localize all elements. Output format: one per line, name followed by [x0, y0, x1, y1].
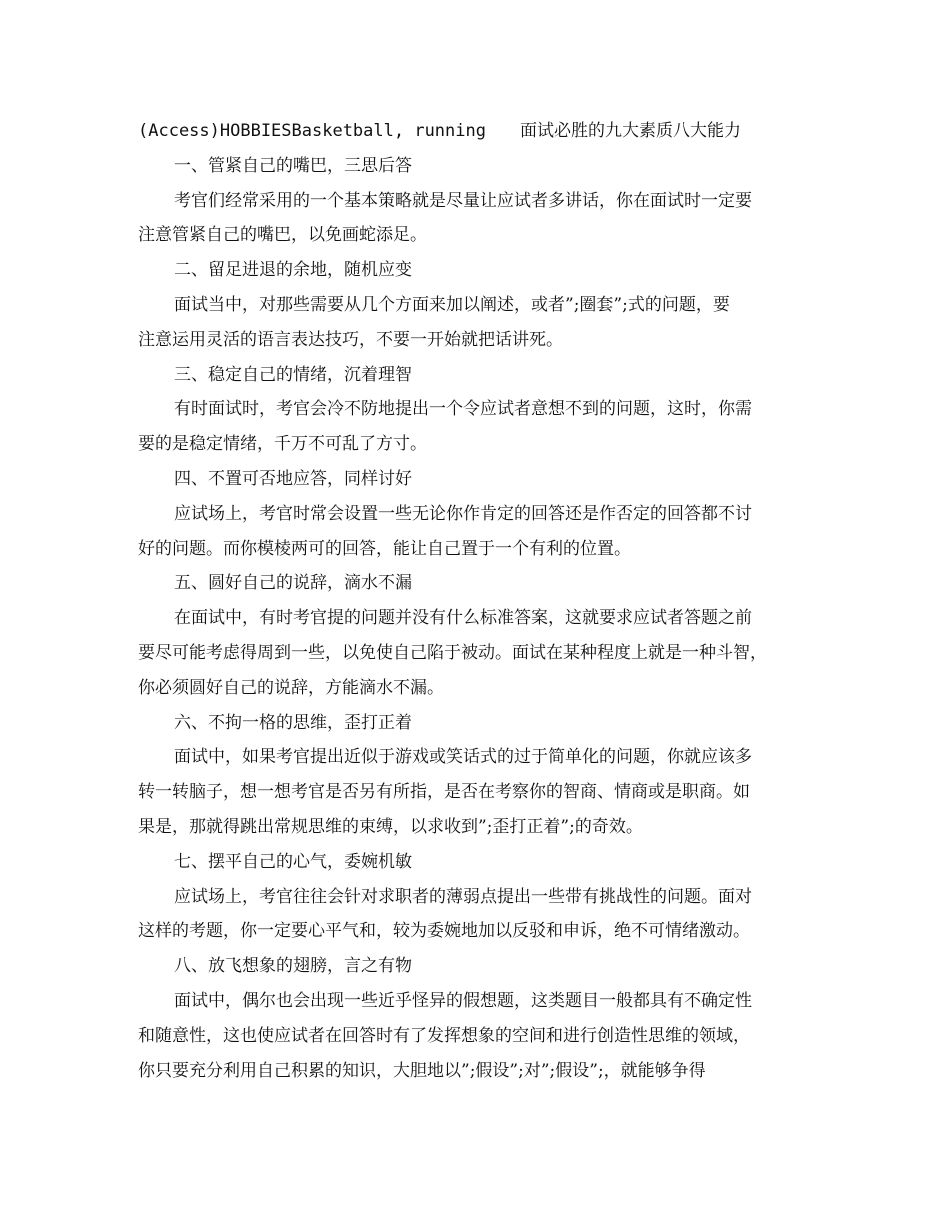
text-line: 二、留足进退的余地，随机应变 — [174, 260, 412, 281]
text-line: 和随意性，这也使应试者在回答时有了发挥想象的空间和进行创造性思维的领域， — [138, 1025, 750, 1046]
document-body — [138, 114, 818, 1088]
header-prefix: (Access)HOBBIESBasketball, running — [138, 121, 486, 141]
header-line — [138, 114, 818, 149]
text-line: 要尽可能考虑得周到一些，以免使自己陷于被动。面试在某种程度上就是一种斗智， — [138, 642, 767, 663]
text-line: 要的是稳定情绪，千万不可乱了方寸。 — [138, 434, 427, 455]
text-line: 你必须圆好自己的说辞，方能滴水不漏。 — [138, 677, 444, 698]
text-line: 七、摆平自己的心气，委婉机敏 — [174, 851, 412, 872]
text-line: 八、放飞想象的翅膀，言之有物 — [174, 956, 412, 977]
text-line: 转一转脑子，想一想考官是否另有所指，是否在考察你的智商、情商或是职商。如 — [138, 782, 750, 803]
text-line: 你只要充分利用自己积累的知识，大胆地以”;假设”;对”;假设”;，就能够争得 — [138, 1060, 706, 1081]
document-title: 面试必胜的九大素质八大能力 — [520, 121, 741, 141]
text-line: 一、管紧自己的嘴巴，三思后答 — [174, 155, 412, 176]
text-line: 这样的考题，你一定要心平气和，较为委婉地加以反驳和申诉，绝不可情绪激动。 — [138, 921, 750, 942]
text-line: 注意运用灵活的语言表达技巧，不要一开始就把话讲死。 — [138, 329, 563, 350]
text-line: 注意管紧自己的嘴巴，以免画蛇添足。 — [138, 225, 427, 246]
text-line: 应试场上，考官往往会针对求职者的薄弱点提出一些带有挑战性的问题。面对 — [174, 886, 752, 907]
text-line: 六、不拘一格的思维，歪打正着 — [174, 712, 412, 733]
text-line: 在面试中，有时考官提的问题并没有什么标准答案，这就要求应试者答题之前 — [174, 608, 752, 629]
paragraph-lines — [138, 149, 818, 1089]
text-line: 三、稳定自己的情绪，沉着理智 — [174, 364, 412, 385]
text-line: 好的问题。而你模棱两可的回答，能让自己置于一个有利的位置。 — [138, 538, 631, 559]
text-line: 应试场上，考官时常会设置一些无论你作肯定的回答还是作否定的回答都不讨 — [174, 503, 752, 524]
text-line: 面试中，如果考官提出近似于游戏或笑话式的过于简单化的问题，你就应该多 — [174, 747, 752, 768]
text-line: 面试当中，对那些需要从几个方面来加以阐述，或者”;圈套”;式的问题，要 — [174, 294, 730, 315]
text-line: 面试中，偶尔也会出现一些近乎怪异的假想题，这类题目一般都具有不确定性 — [174, 990, 752, 1011]
text-line: 有时面试时，考官会冷不防地提出一个令应试者意想不到的问题，这时，你需 — [174, 399, 752, 420]
text-line: 考官们经常采用的一个基本策略就是尽量让应试者多讲话，你在面试时一定要 — [174, 190, 752, 211]
text-line: 四、不置可否地应答，同样讨好 — [174, 468, 412, 489]
text-line: 果是，那就得跳出常规思维的束缚，以求收到”;歪打正着”;的奇效。 — [138, 816, 643, 837]
text-line: 五、圆好自己的说辞，滴水不漏 — [174, 573, 412, 594]
